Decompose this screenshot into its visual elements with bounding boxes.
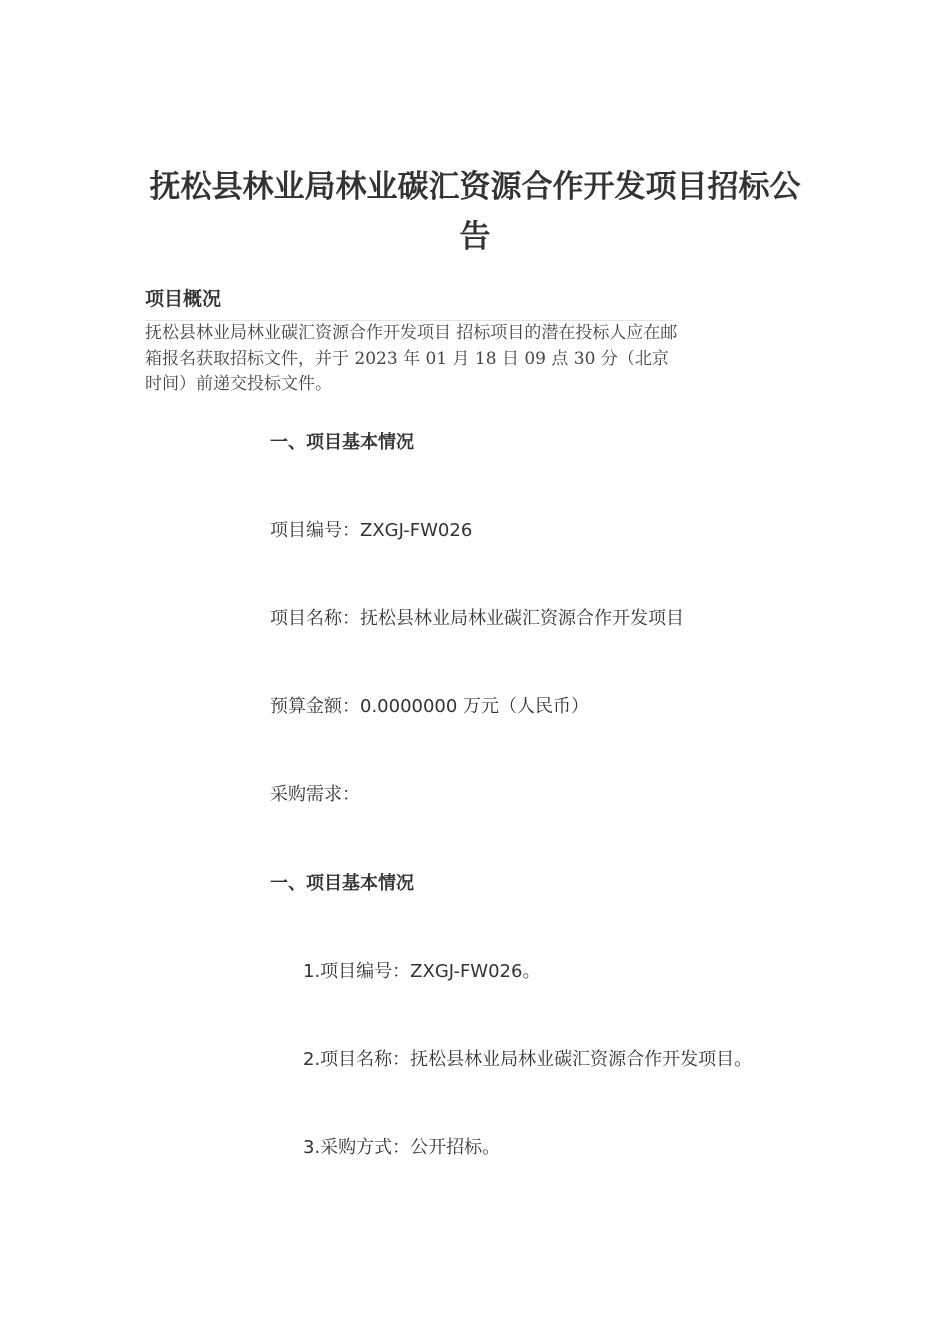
page-title: 抚松县林业局林业碳汇资源合作开发项目招标公告 [149,169,801,255]
section-heading: 一、项目基本情况 [270,432,414,453]
overview-heading: 项目概况 [145,288,222,310]
list-item: 3.采购方式：公开招标。 [303,1137,501,1158]
procurement-requirement: 采购需求： [270,784,360,805]
list-item: 1.项目编号：ZXGJ-FW026。 [303,961,541,982]
budget-amount: 预算金额：0.0000000 万元（人民币） [270,696,590,717]
list-item: 2.项目名称：抚松县林业局林业碳汇资源合作开发项目。 [303,1049,753,1070]
project-number: 项目编号：ZXGJ-FW026 [270,520,473,541]
section-heading: 一、项目基本情况 [270,873,414,894]
overview-text: 抚松县林业局林业碳汇资源合作开发项目 招标项目的潜在投标人应在邮箱报名获取招标文件，并于 2023 年 01 月 18 日 09 点 30 分（北京时间）前递交投标文件。 [145,323,678,394]
project-name: 项目名称：抚松县林业局林业碳汇资源合作开发项目 [270,608,684,629]
